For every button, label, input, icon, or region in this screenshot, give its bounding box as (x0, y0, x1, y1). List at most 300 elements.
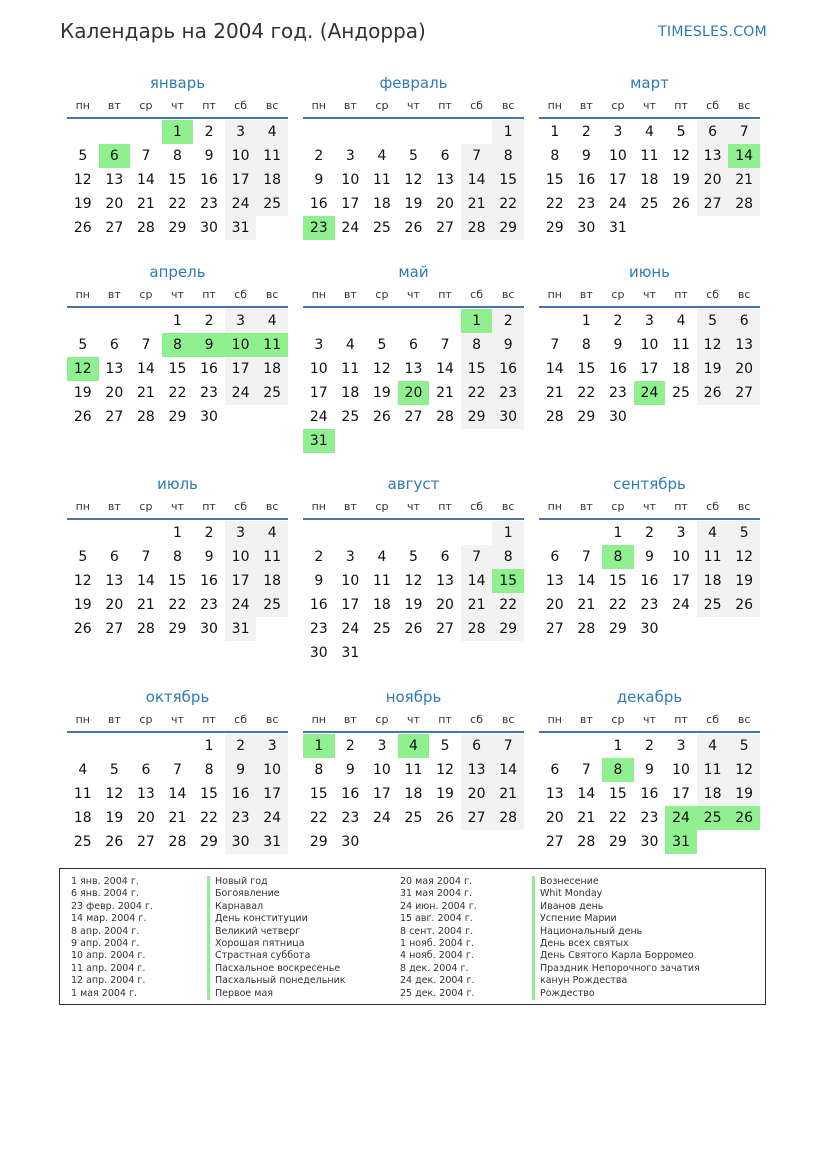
empty-cell (130, 120, 162, 144)
day-cell: 25 (640, 196, 659, 212)
weekday-label: сб (706, 288, 720, 301)
weekday-label: пн (75, 500, 90, 513)
month-10 (67, 685, 288, 854)
day-cell: 30 (492, 405, 524, 429)
day-cell: 7 (141, 549, 151, 565)
day-cell: 12 (728, 545, 760, 569)
empty-cell (130, 521, 162, 545)
legend-date: 8 дек. 2004 г. (400, 962, 469, 974)
weekday-label: вс (265, 500, 279, 513)
day-cell: 4 (256, 309, 288, 333)
day-cell: 22 (577, 385, 596, 401)
empty-cell (539, 521, 571, 545)
day-cell: 7 (461, 144, 493, 168)
weekday-label: пн (75, 288, 90, 301)
day-cell: 29 (309, 834, 328, 850)
day-cell: 26 (73, 621, 92, 637)
legend-dates-col-1 (71, 876, 153, 1000)
day-cell: 19 (697, 357, 729, 381)
day-cell: 27 (545, 621, 564, 637)
holiday-day-cell: 12 (67, 357, 99, 381)
day-cell: 18 (640, 172, 659, 188)
day-cell: 7 (581, 762, 591, 778)
weekday-label: чт (171, 500, 184, 513)
day-cell: 3 (314, 337, 324, 353)
day-cell: 22 (492, 192, 524, 216)
day-cell: 24 (256, 806, 288, 830)
day-cell: 18 (697, 569, 729, 593)
legend-date: 9 апр. 2004 г. (71, 937, 140, 949)
weekday-label: пт (674, 99, 688, 112)
legend-date: 4 нояб. 2004 г. (400, 950, 474, 962)
month-2 (303, 71, 524, 240)
day-cell: 9 (204, 148, 214, 164)
day-cell: 20 (461, 782, 493, 806)
day-cell: 9 (581, 148, 591, 164)
month-name: октябрь (145, 688, 210, 706)
empty-cell (130, 734, 162, 758)
month-7 (67, 472, 288, 641)
day-cell: 12 (73, 172, 92, 188)
weekday-label: ср (139, 99, 153, 112)
day-cell: 29 (168, 220, 187, 236)
day-cell: 26 (697, 381, 729, 405)
legend-date: 24 июн. 2004 г. (400, 900, 477, 912)
day-cell: 1 (173, 525, 182, 541)
legend-date: 23 февр. 2004 г. (71, 900, 153, 912)
legend-date: 15 авг. 2004 г. (400, 913, 473, 925)
legend-holiday-name: День всех святых (532, 938, 700, 950)
weekday-label: пт (438, 288, 452, 301)
day-cell: 26 (372, 409, 391, 425)
weekday-label: чт (407, 713, 420, 726)
day-cell: 20 (105, 196, 124, 212)
legend-date: 8 сент. 2004 г. (400, 925, 474, 937)
day-cell: 16 (608, 361, 627, 377)
day-cell: 21 (136, 597, 155, 613)
legend-date: 1 янв. 2004 г. (71, 876, 139, 887)
day-cell: 17 (672, 573, 690, 589)
day-cell: 11 (73, 786, 92, 802)
day-cell: 13 (436, 573, 454, 589)
day-cell: 8 (492, 144, 524, 168)
day-cell: 16 (200, 573, 218, 589)
legend-date: 6 янв. 2004 г. (71, 888, 139, 900)
days-grid (67, 119, 288, 240)
legend-date: 11 апр. 2004 г. (71, 962, 146, 974)
legend-holiday-name: канун Рождества (532, 975, 700, 987)
day-cell: 27 (105, 621, 124, 637)
weekday-label: чт (171, 288, 184, 301)
day-cell: 21 (136, 196, 155, 212)
day-cell: 21 (545, 385, 564, 401)
day-cell: 24 (309, 409, 328, 425)
weekday-label: пн (75, 713, 90, 726)
day-cell: 20 (436, 196, 454, 212)
day-cell: 16 (309, 597, 328, 613)
day-cell: 3 (345, 148, 355, 164)
day-cell: 7 (581, 549, 591, 565)
weekday-label: чт (643, 500, 656, 513)
day-cell: 8 (581, 337, 591, 353)
weekday-label: чт (643, 288, 656, 301)
weekday-label: чт (643, 99, 656, 112)
day-cell: 25 (404, 810, 423, 826)
day-cell: 1 (492, 120, 524, 144)
days-grid (539, 119, 760, 240)
day-cell: 22 (168, 597, 187, 613)
day-cell: 2 (581, 124, 591, 140)
day-cell: 12 (105, 786, 124, 802)
day-cell: 15 (608, 573, 627, 589)
legend-dates-col-2 (400, 876, 477, 1000)
weekday-label: чт (171, 713, 184, 726)
day-cell: 27 (461, 806, 493, 830)
weekday-header (539, 95, 760, 119)
day-cell: 2 (225, 734, 257, 758)
day-cell: 10 (225, 545, 257, 569)
legend-holiday-name: Богоявление (207, 888, 346, 900)
legend-holiday-name: Пасхальное воскресенье (207, 963, 346, 975)
month-name: апрель (149, 263, 206, 281)
day-cell: 30 (225, 830, 257, 854)
day-cell: 20 (136, 810, 155, 826)
empty-cell (366, 120, 398, 144)
day-cell: 26 (436, 810, 454, 826)
days-grid (67, 308, 288, 429)
day-cell: 4 (697, 521, 729, 545)
weekday-label: вт (579, 500, 593, 513)
empty-cell (335, 521, 367, 545)
day-cell: 13 (545, 573, 564, 589)
weekday-label: ср (375, 288, 389, 301)
day-cell: 22 (608, 597, 627, 613)
legend-holiday-name: Вознесение (532, 876, 700, 888)
empty-cell (303, 120, 335, 144)
day-cell: 9 (645, 762, 654, 778)
day-cell: 14 (168, 786, 187, 802)
empty-cell (99, 521, 131, 545)
weekday-label: сб (706, 713, 720, 726)
day-cell: 6 (109, 337, 119, 353)
empty-cell (303, 309, 335, 333)
day-cell: 17 (225, 168, 257, 192)
day-cell: 19 (105, 810, 124, 826)
day-cell: 26 (728, 593, 760, 617)
day-cell: 28 (168, 834, 187, 850)
day-cell: 11 (404, 762, 423, 778)
days-grid (539, 733, 760, 854)
day-cell: 22 (168, 196, 187, 212)
day-cell: 2 (314, 148, 324, 164)
day-cell: 26 (73, 409, 92, 425)
day-cell: 6 (440, 549, 450, 565)
weekday-label: пн (547, 99, 562, 112)
day-cell: 16 (200, 361, 218, 377)
day-cell: 24 (225, 593, 257, 617)
weekday-label: ср (611, 288, 625, 301)
weekday-label: ср (611, 713, 625, 726)
day-cell: 9 (314, 172, 324, 188)
day-cell: 6 (461, 734, 493, 758)
weekday-label: пн (547, 713, 562, 726)
days-grid (303, 308, 524, 453)
empty-cell (130, 309, 162, 333)
weekday-label: пт (674, 713, 688, 726)
weekday-label: ср (139, 500, 153, 513)
day-cell: 24 (225, 192, 257, 216)
empty-cell (429, 120, 461, 144)
empty-cell (99, 120, 131, 144)
day-cell: 13 (136, 786, 155, 802)
day-cell: 17 (672, 786, 690, 802)
holiday-day-cell: 1 (303, 734, 335, 758)
legend-holiday-name: Whit Monday (532, 888, 700, 900)
day-cell: 2 (645, 525, 654, 541)
days-grid (67, 733, 288, 854)
weekday-label: пт (202, 99, 216, 112)
day-cell: 13 (545, 786, 564, 802)
holiday-legend (59, 868, 766, 1005)
day-cell: 25 (372, 220, 391, 236)
days-grid (303, 733, 524, 854)
site-logo[interactable]: TIMESLES.COM (658, 24, 767, 40)
empty-cell (67, 734, 99, 758)
month-5 (303, 260, 524, 453)
day-cell: 11 (372, 573, 391, 589)
day-cell: 5 (728, 521, 760, 545)
day-cell: 10 (256, 758, 288, 782)
holiday-day-cell: 20 (398, 381, 430, 405)
day-cell: 3 (225, 309, 257, 333)
day-cell: 5 (109, 762, 119, 778)
weekday-header (67, 496, 288, 520)
day-cell: 28 (136, 220, 155, 236)
legend-holiday-name: День Святого Карла Борромео (532, 950, 700, 962)
day-cell: 16 (640, 573, 659, 589)
day-cell: 29 (545, 220, 564, 236)
day-cell: 6 (409, 337, 418, 353)
weekday-label: вс (265, 99, 279, 112)
day-cell: 19 (404, 196, 423, 212)
day-cell: 25 (372, 621, 391, 637)
month-12 (539, 685, 760, 854)
day-cell: 13 (461, 758, 493, 782)
legend-holiday-name: Рождество (532, 988, 700, 1000)
day-cell: 20 (728, 357, 760, 381)
day-cell: 7 (440, 337, 450, 353)
weekday-label: пт (674, 500, 688, 513)
legend-holiday-name: День конституции (207, 913, 346, 925)
day-cell: 12 (404, 172, 423, 188)
empty-cell (99, 309, 131, 333)
day-cell: 29 (577, 409, 596, 425)
day-cell: 27 (105, 220, 124, 236)
day-cell: 25 (256, 593, 288, 617)
weekday-label: вт (579, 713, 593, 726)
legend-date: 1 нояб. 2004 г. (400, 937, 474, 949)
day-cell: 10 (640, 337, 659, 353)
page-title: Календарь на 2004 год. (Андорра) (60, 19, 426, 43)
day-cell: 2 (314, 549, 324, 565)
day-cell: 15 (608, 786, 627, 802)
day-cell: 8 (173, 148, 182, 164)
day-cell: 17 (372, 786, 391, 802)
day-cell: 15 (577, 361, 596, 377)
day-cell: 12 (436, 762, 454, 778)
day-cell: 3 (645, 313, 654, 329)
day-cell: 21 (461, 593, 493, 617)
day-cell: 30 (200, 220, 218, 236)
day-cell: 20 (436, 597, 454, 613)
day-cell: 21 (577, 810, 596, 826)
holiday-day-cell: 31 (303, 429, 335, 453)
day-cell: 30 (640, 834, 659, 850)
day-cell: 4 (345, 337, 355, 353)
weekday-label: ср (611, 99, 625, 112)
day-cell: 4 (645, 124, 654, 140)
day-cell: 4 (676, 313, 686, 329)
day-cell: 19 (728, 569, 760, 593)
day-cell: 11 (672, 337, 690, 353)
holiday-day-cell: 6 (99, 144, 131, 168)
day-cell: 20 (545, 810, 564, 826)
day-cell: 24 (672, 597, 690, 613)
weekday-header (67, 95, 288, 119)
day-cell: 15 (168, 361, 187, 377)
holiday-day-cell: 9 (193, 333, 225, 357)
legend-holiday-name: Праздник Непорочного зачатия (532, 963, 700, 975)
month-6 (539, 260, 760, 429)
day-cell: 16 (309, 196, 328, 212)
day-cell: 6 (550, 549, 560, 565)
day-cell: 21 (577, 597, 596, 613)
day-cell: 27 (545, 834, 564, 850)
day-cell: 23 (200, 597, 218, 613)
weekday-label: чт (407, 500, 420, 513)
day-cell: 1 (173, 313, 182, 329)
day-cell: 27 (697, 192, 729, 216)
day-cell: 23 (309, 621, 328, 637)
weekday-label: вс (737, 99, 751, 112)
day-cell: 16 (225, 782, 257, 806)
month-name: январь (149, 74, 206, 92)
day-cell: 15 (461, 357, 493, 381)
day-cell: 11 (372, 172, 391, 188)
legend-names-col-1 (207, 876, 346, 1000)
legend-holiday-name: Великий четверг (207, 926, 346, 938)
days-grid (303, 520, 524, 665)
day-cell: 8 (492, 545, 524, 569)
legend-holiday-name: Карнавал (207, 901, 346, 913)
day-cell: 11 (697, 545, 729, 569)
day-cell: 6 (141, 762, 151, 778)
weekday-label: сб (234, 99, 248, 112)
day-cell: 13 (697, 144, 729, 168)
day-cell: 23 (200, 385, 218, 401)
legend-holiday-name: Страстная суббота (207, 950, 346, 962)
empty-cell (539, 734, 571, 758)
day-cell: 19 (728, 782, 760, 806)
day-cell: 3 (676, 525, 686, 541)
day-cell: 3 (613, 124, 623, 140)
weekday-label: вт (107, 500, 121, 513)
empty-cell (67, 309, 99, 333)
day-cell: 18 (256, 569, 288, 593)
day-cell: 30 (640, 621, 659, 637)
day-cell: 19 (73, 196, 92, 212)
weekday-label: ср (375, 99, 389, 112)
empty-cell (461, 120, 493, 144)
day-cell: 18 (341, 385, 360, 401)
day-cell: 22 (309, 810, 328, 826)
day-cell: 18 (697, 782, 729, 806)
empty-cell (67, 521, 99, 545)
day-cell: 22 (168, 385, 187, 401)
empty-cell (67, 120, 99, 144)
day-cell: 14 (577, 786, 596, 802)
day-cell: 1 (550, 124, 560, 140)
month-name: август (387, 475, 440, 493)
day-cell: 7 (173, 762, 182, 778)
day-cell: 12 (728, 758, 760, 782)
day-cell: 23 (341, 810, 360, 826)
weekday-label: вс (501, 713, 515, 726)
day-cell: 6 (728, 309, 760, 333)
day-cell: 6 (697, 120, 729, 144)
day-cell: 5 (377, 337, 387, 353)
day-cell: 3 (256, 734, 288, 758)
day-cell: 9 (204, 549, 214, 565)
day-cell: 11 (256, 545, 288, 569)
weekday-label: ср (139, 288, 153, 301)
days-grid (67, 520, 288, 641)
day-cell: 30 (341, 834, 360, 850)
day-cell: 29 (168, 409, 187, 425)
weekday-label: вс (501, 288, 515, 301)
day-cell: 3 (225, 120, 257, 144)
weekday-label: вс (501, 500, 515, 513)
weekday-header (67, 284, 288, 308)
day-cell: 1 (581, 313, 591, 329)
weekday-header (539, 709, 760, 733)
day-cell: 20 (545, 597, 564, 613)
day-cell: 7 (141, 337, 151, 353)
day-cell: 18 (672, 361, 690, 377)
weekday-label: пт (202, 288, 216, 301)
day-cell: 29 (608, 834, 627, 850)
weekday-label: чт (643, 713, 656, 726)
day-cell: 11 (256, 144, 288, 168)
weekday-label: пт (202, 713, 216, 726)
day-cell: 18 (372, 597, 391, 613)
day-cell: 25 (697, 593, 729, 617)
day-cell: 3 (345, 549, 355, 565)
day-cell: 18 (256, 357, 288, 381)
day-cell: 17 (225, 569, 257, 593)
weekday-label: чт (171, 99, 184, 112)
day-cell: 20 (105, 385, 124, 401)
weekday-label: сб (234, 500, 248, 513)
day-cell: 13 (404, 361, 423, 377)
weekday-label: чт (407, 99, 420, 112)
day-cell: 31 (341, 645, 360, 661)
day-cell: 14 (461, 569, 493, 593)
weekday-header (67, 709, 288, 733)
weekday-label: вт (107, 99, 121, 112)
day-cell: 28 (545, 409, 564, 425)
empty-cell (398, 309, 430, 333)
